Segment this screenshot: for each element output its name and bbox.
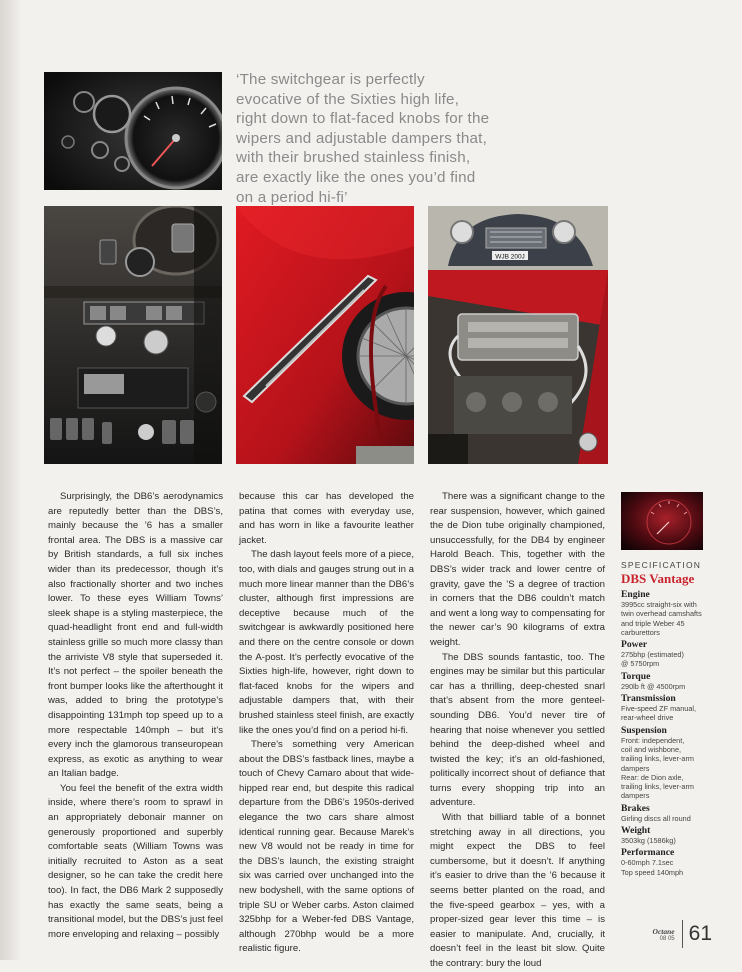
spec-heading: Weight — [621, 825, 651, 837]
paragraph: Surprisingly, the DB6’s aerodynamics are reputedly better than the DBS’s, mainly because the ’6 has a smaller frontal area. The DBS is a massive car by British standards, a full six inches wider than its predecessor, though it’s also fractionally shorter and two inches lower. To these eyes William Towns’ sleek shape is a styling masterpiece, the quad-headlight front end and full-width stainless grille so much more classy than the arriviste V8 style that superseded it. It’s not perfect – the spoiler beneath the front bumper looks like the afterthought it was, added to bring the prototype’s disappointing 131mph top speed up to a more respectable 140mph – but it’s every inch the glamorous transeuropean express, as exotic as anything to wear an Italian badge. — [48, 491, 223, 780]
paragraph: You feel the benefit of the extra width inside, where there’s room to sprawl in an appropriately debonair manner on generously proportioned and superbly comfortable seats (William Towns was initially recruited to Aston as a seat designer, so he can take the credit here too). In fact, the DB6 Mark 2 supposedly has exactly the same seats, being a transitional model, but the DBS’s just feel more enveloping and relaxing – possibly — [48, 782, 223, 940]
photo-spec-speedometer — [621, 492, 703, 550]
number-plate: WJB 200J — [495, 253, 525, 261]
spec-item-weight — [621, 825, 731, 845]
photo-red-bodywork — [236, 206, 414, 464]
spec-value: 3995cc straight-six with twin overhead camshafts and triple Weber 45 carburettors — [621, 600, 702, 637]
spec-item-suspension — [621, 725, 731, 801]
spec-item-performance — [621, 847, 731, 877]
spec-heading: Power — [621, 639, 648, 651]
spec-kicker: SPECIFICATION — [621, 560, 702, 570]
spec-item-brakes — [621, 803, 731, 823]
spec-heading: Engine — [621, 589, 650, 600]
spec-heading: Suspension — [621, 724, 667, 736]
body-column-3 — [430, 490, 605, 972]
folio-divider — [682, 920, 683, 948]
spec-value: 0-60mph 7.1sec Top speed 140mph — [621, 858, 684, 877]
page-gutter-shadow — [0, 0, 22, 960]
page-number: 61 — [688, 922, 712, 945]
spec-model-name: DBS Vantage — [621, 571, 695, 586]
photo-engine-bay — [428, 206, 608, 464]
spec-value: Front: independent, coil and wishbone, trailing links, lever-arm dampers Rear: de Dion axle, trailing links, lever-arm dampers — [621, 735, 694, 801]
folio-magazine-block — [653, 927, 675, 942]
spec-item-transmission — [621, 693, 731, 723]
spec-heading: Brakes — [621, 802, 650, 814]
page-folio — [653, 920, 712, 948]
spec-item-power — [621, 639, 731, 669]
spec-value: 290lb ft @ 4500rpm — [621, 681, 686, 691]
spec-value: Girling discs all round — [621, 813, 691, 823]
spec-heading: Performance — [621, 847, 675, 859]
body-column-1 — [48, 490, 223, 942]
specification-box — [621, 560, 731, 877]
spec-value: 275bhp (estimated) @ 5750rpm — [621, 650, 684, 669]
photo-dashboard-gauges — [44, 72, 222, 190]
spec-item-torque — [621, 671, 731, 691]
spec-heading: Transmission — [621, 693, 676, 705]
spec-value: 3503kg (1586kg) — [621, 836, 676, 846]
spec-value: Five-speed ZF manual, rear-wheel drive — [621, 704, 697, 723]
spec-item-engine — [621, 589, 731, 637]
issue-date: 08 05 — [659, 935, 675, 942]
paragraph: because this car has developed the patina that comes with everyday use, and has worn in like a favourite leather jacket. — [239, 491, 414, 546]
body-column-2 — [239, 490, 414, 957]
paragraph: There was a significant change to the rear suspension, however, which gained the de Dion tube originally championed, unsuccessfully, for the DB4 by engineer Harold Beach. This, together with the DBS’s wider track and lower centre of gravity, gave the ’S a degree of traction in corners that the DB6 couldn’t match and went a long way to compensating for the newer car’s 90 kilograms of extra weight. — [430, 491, 605, 648]
paragraph: The dash layout feels more of a piece, too, with dials and gauges strung out in a much more linear manner than the DB6’s cluster, although first impressions are deceptive because much of the switchgear is awkwardly positioned here and there on the centre console or down the A-post. It’s perfectly evocative of the Sixties high-life, however, right down to flat-faced knobs for the wipers and adjustable dampers that, with their brushed stainless steel finish, are exactly like the ones you’d find on a period hi-fi. — [239, 549, 414, 736]
paragraph: With that billiard table of a bonnet stretching away in all directions, you might expect the DBS to feel cumbersome, but it doesn’t. If anything it’s easier to drive than the ’6 because it seems better planted on the road, and the five-speed gearbox – yes, with a proper-sized gear lever this time – is easier to manipulate. And, crucially, it doesn’t feel in the least bit slow. Quite the contrary: bury the loud — [430, 812, 605, 969]
paragraph: The DBS sounds fantastic, too. The engines may be similar but this particular car has a thrilling, deep-chested snarl that’s absent from the more genteel-sounding DB6. You’d never tire of hearing that noise whenever you settled behind the deep-dished wheel and twisted the key; it’s an old-fashioned, politically incorrect shout of defiance that turns every shopping trip into an adventure. — [430, 651, 605, 809]
magazine-logo: Octane — [652, 926, 675, 936]
spec-heading: Torque — [621, 670, 651, 682]
pull-quote: ‘The switchgear is perfectly evocative of the Sixties high life, right down to flat-faced knobs for the wipers and adjustable dampers that, with their brushed stainless finish, are exactly like the ones you’d find on a period hi-fi’ — [236, 71, 490, 206]
paragraph: There’s something very American about the DBS’s fastback lines, maybe a touch of Chevy Camaro about that wide-hipped rear end, but despite this radical departure from the DB6’s 1950s-derived elegance the two cars share almost identical running gear. Because Marek’s new V8 would not be ready in time for the DBS’s launch, the existing straight six was carried over unchanged into the new bodyshell, with the same options of triple SU or Weber carbs. Aston claimed 325bhp for a Weber-fed DBS Vantage, although 270bhp would be a more realistic figure. — [239, 739, 414, 955]
photo-centre-console — [44, 206, 222, 464]
